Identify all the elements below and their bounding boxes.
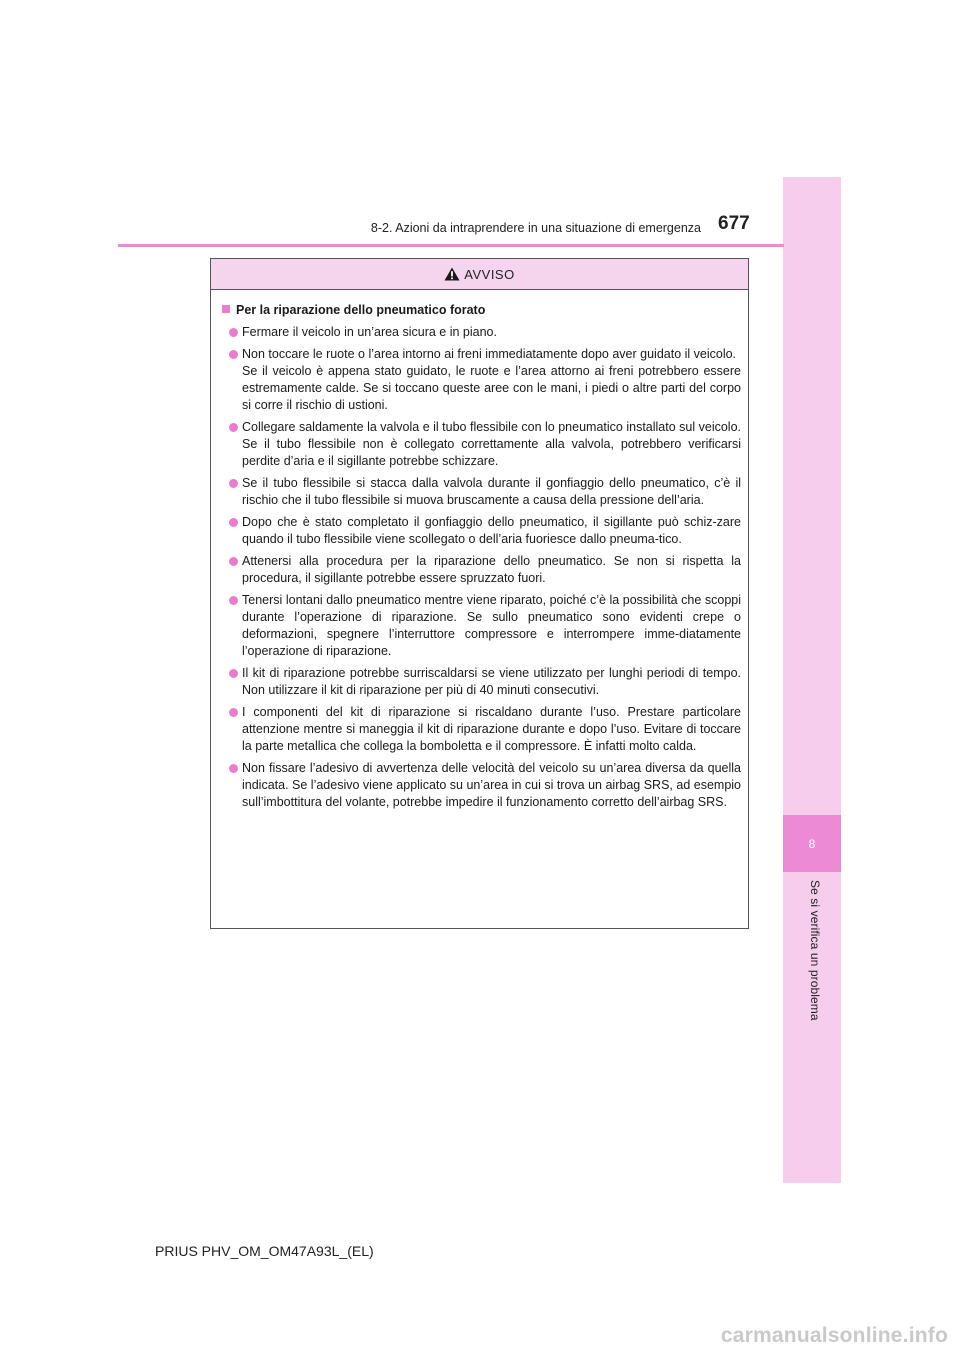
list-item: Se il tubo flessibile si stacca dalla valvola durante il gonfiaggio dello pneumatico, c’è il rischio che il tubo flessibile si muova bruscamente a causa della pressione dell’aria. bbox=[220, 475, 741, 509]
chapter-number: 8 bbox=[808, 836, 816, 851]
warning-list bbox=[220, 324, 741, 811]
page-number: 677 bbox=[718, 213, 750, 234]
list-item: Dopo che è stato completato il gonfiaggio dello pneumatico, il sigillante può schiz-zare quando il tubo flessibile viene scollegato o dell’aria fuoriesce dallo pneuma-tico. bbox=[220, 514, 741, 548]
section-heading bbox=[220, 301, 741, 319]
warning-triangle-icon bbox=[444, 267, 460, 281]
list-item: Attenersi alla procedura per la riparazione dello pneumatico. Se non si rispetta la procedura, il sigillante potrebbe essere spruzzato fuori. bbox=[220, 553, 741, 587]
square-bullet-icon bbox=[222, 305, 230, 313]
warning-box bbox=[210, 258, 749, 929]
bullet-dot-icon bbox=[229, 328, 238, 337]
warning-header bbox=[211, 259, 748, 290]
list-item: Il kit di riparazione potrebbe surriscaldarsi se viene utilizzato per lunghi periodi di tempo. Non utilizzare il kit di riparazione per più di 40 minuti consecutivi. bbox=[220, 665, 741, 699]
list-item: Collegare saldamente la valvola e il tubo flessibile con lo pneumatico installato sul veicolo. Se il tubo flessibile non è collegato correttamente alla valvola, potrebbero verificarsi perdite d’aria e il sigillante potrebbe schizzare. bbox=[220, 419, 741, 470]
warning-label: AVVISO bbox=[464, 266, 515, 282]
bullet-dot-icon bbox=[229, 423, 238, 432]
bullet-dot-icon bbox=[229, 708, 238, 717]
list-item: I componenti del kit di riparazione si riscaldano durante l’uso. Prestare particolare attenzione mentre si maneggia il kit di riparazione durante e dopo l’uso. Evitare di toccare la parte metallica che collega la bomboletta e il compressore. È infatti molto calda. bbox=[220, 704, 741, 755]
list-item: Non toccare le ruote o l’area intorno ai freni immediatamente dopo aver guidato il veicolo. Se il veicolo è appena stato guidato, le ruote e l’area attorno ai freni potrebbero essere estremamente calde. Se si toccano queste aree con le mani, i piedi o altre parti del corpo si corre il rischio di ustioni. bbox=[220, 346, 741, 414]
bullet-dot-icon bbox=[229, 557, 238, 566]
bullet-dot-icon bbox=[229, 350, 238, 359]
document-code: PRIUS PHV_OM_OM47A93L_(EL) bbox=[155, 1243, 374, 1259]
list-item: Non fissare l’adesivo di avvertenza delle velocità del veicolo su un’area diversa da quella indicata. Se l’adesivo viene applicato su un’area in cui si trova un airbag SRS, ad esempio sull’imbottitura del volante, potrebbe impedire il funzionamento corretto dell’airbag SRS. bbox=[220, 760, 741, 811]
warning-body bbox=[211, 290, 748, 811]
watermark[interactable]: carmanualsonline.info bbox=[720, 1324, 948, 1347]
header-divider bbox=[118, 244, 784, 247]
bullet-dot-icon bbox=[229, 518, 238, 527]
bullet-dot-icon bbox=[229, 764, 238, 773]
chapter-number-badge bbox=[783, 815, 841, 872]
section-heading-text: Per la riparazione dello pneumatico forato bbox=[236, 303, 486, 317]
bullet-dot-icon bbox=[229, 596, 238, 605]
section-header: 8-2. Azioni da intraprendere in una situazione di emergenza bbox=[370, 221, 701, 235]
list-item: Tenersi lontani dallo pneumatico mentre viene riparato, poiché c’è la possibilità che scoppi durante l’operazione di riparazione. Se sullo pneumatico sono evidenti crepe o deformazioni, spegnere l’interruttore compressore e interrompere imme-diatamente l’operazione di riparazione. bbox=[220, 592, 741, 660]
bullet-dot-icon bbox=[229, 669, 238, 678]
chapter-title: Se si verifica un problema bbox=[808, 880, 822, 1021]
bullet-dot-icon bbox=[229, 479, 238, 488]
list-item: Fermare il veicolo in un’area sicura e in piano. bbox=[220, 324, 741, 341]
